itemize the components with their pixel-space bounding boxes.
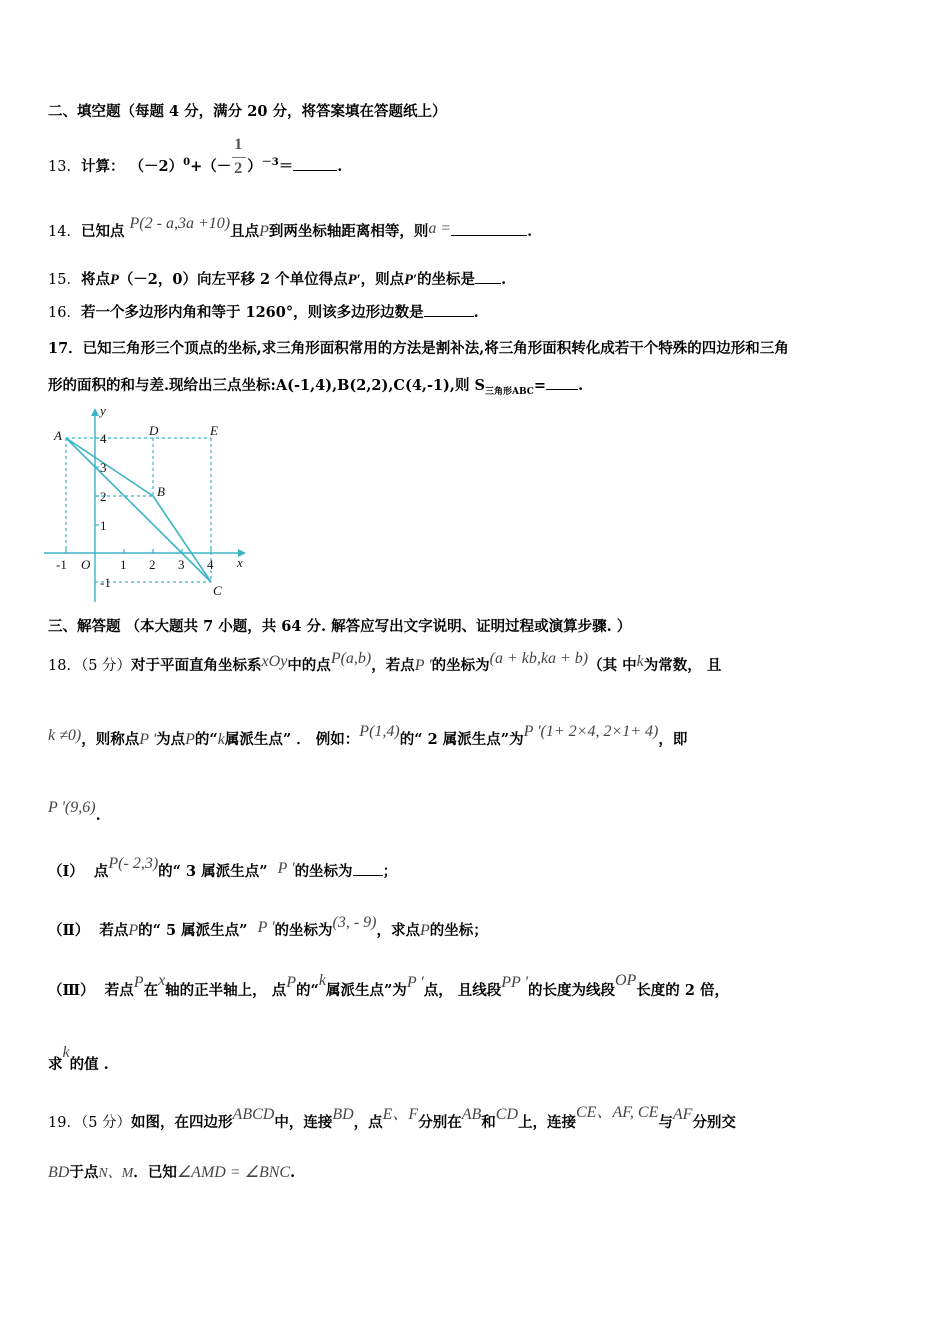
q18-l2-Pprime: P '	[139, 731, 157, 748]
q18-l2-text4: 属派生点” ． 例如：	[224, 731, 360, 748]
q18-part3	[48, 972, 729, 1001]
q19-text3: ，点	[353, 1114, 383, 1131]
q18-p3-label: （Ⅲ）	[48, 982, 95, 999]
q16-answer-blank[interactable]	[424, 303, 474, 317]
q18-p1-text2: 的“ 3 属派生点”	[158, 863, 268, 880]
q18-p3-text8: 长度的 2 倍，	[636, 982, 729, 999]
q18-l2-P: P	[185, 731, 195, 748]
q18-p3b-text2: 的值 .	[69, 1056, 109, 1073]
q13-fraction	[231, 135, 247, 177]
q18-text3: ，若点	[371, 657, 415, 674]
q18-l3-end: .	[95, 807, 101, 824]
q13-eq: ＝	[278, 157, 294, 175]
x-tick-label: 1	[120, 557, 127, 572]
q13-part1: （－2）	[129, 157, 184, 175]
q18-part1	[48, 855, 398, 882]
q18-l2-k: k	[217, 731, 225, 748]
q18-part3-line2	[48, 1044, 109, 1075]
q14-answer-blank[interactable]	[451, 222, 527, 236]
point-E-label: E	[210, 423, 218, 438]
q18-p3b-k: k	[62, 1044, 70, 1061]
question-14	[48, 215, 533, 242]
y-axis-label: y	[100, 403, 106, 418]
q14-point: P(2 - a,3a +10)	[129, 215, 231, 232]
q19-text7: 与	[658, 1114, 673, 1131]
q18-p3-text6: 点， 且线段	[423, 982, 502, 999]
q18-coord: (a + kb,ka + b)	[489, 650, 589, 667]
q19-l2-text1: 于点	[69, 1164, 99, 1181]
q17-answer-blank[interactable]	[546, 376, 578, 390]
q19-ABCD: ABCD	[232, 1106, 275, 1123]
q19-l2-angles: ∠AMD = ∠BNC	[176, 1164, 291, 1181]
q15-number: 15．	[48, 272, 81, 288]
q18-p2-text3: 的坐标为	[274, 922, 333, 939]
q13-answer-blank[interactable]	[293, 157, 337, 171]
q18-p3-text5: 属派生点”为	[325, 982, 407, 999]
q19-text2: 中，连接	[274, 1114, 333, 1131]
q18-p1-text3: 的坐标为	[294, 863, 353, 880]
point-D-label: D	[149, 423, 159, 438]
x-axis-label: x	[237, 555, 243, 570]
q17-line1: 17．已知三角形三个顶点的坐标,求三角形面积常用的方法是割补法,将三角形面积转化成若干个特殊的四边形和三角	[48, 340, 789, 357]
q17-line2	[48, 376, 583, 402]
q18-p3-text3: 轴的正半轴上， 点	[165, 982, 287, 999]
q18-p3b-text1: 求	[48, 1056, 63, 1073]
q18-l2-text5: 的“ 2 属派生点”为	[399, 731, 524, 748]
y-tick-label: 3	[100, 460, 107, 475]
q18-number: 18．	[48, 658, 81, 674]
q19-text1: 如图，在四边形	[131, 1114, 233, 1131]
q14-number: 14．	[48, 224, 81, 240]
section-3-title: 三、解答题 （本大题共 7 小题，共 64 分. 解答应写出文字说明、证明过程或演算步骤. ）	[48, 618, 632, 635]
q18-p2-text5: 的坐标；	[429, 922, 488, 939]
q18-k: k	[636, 653, 644, 670]
q18-p1-label: （Ⅰ）	[48, 863, 84, 880]
q18-score: （5 分）	[80, 658, 132, 674]
q15-P-prime-2: P′	[404, 272, 418, 288]
q18-l2-text3: 的“	[194, 731, 218, 748]
q13-label: 计算：	[80, 157, 125, 175]
q15-text1: 将点	[80, 271, 110, 288]
q18-p3-PPprime: PP '	[501, 974, 528, 991]
q14-a-eq: a =	[428, 220, 452, 237]
q19-l2-end: .	[290, 1164, 296, 1181]
q18-p1-Pprime: P '	[277, 860, 295, 877]
q18-l2-text1: ，则称点	[81, 731, 140, 748]
q15-text3: ，则点	[360, 271, 405, 288]
q18-p2-text4: ，求点	[376, 922, 420, 939]
q18-p2-text1: 若点	[99, 922, 129, 939]
q13-exp0: 0	[183, 157, 191, 168]
q18-p3-text4: 的“	[296, 982, 319, 999]
q16-number: 16．	[48, 305, 81, 321]
q18-p1-answer-blank[interactable]	[353, 862, 383, 876]
q19-AB: AB	[461, 1106, 482, 1123]
q18-p2-text2: 的“ 5 属派生点”	[138, 922, 248, 939]
q18-p3-OP: OP	[614, 972, 637, 989]
q18-p1-point: P(- 2,3)	[108, 855, 159, 872]
y-tick-label: 2	[100, 489, 107, 504]
q18-line3	[48, 799, 101, 826]
q18-line2	[48, 723, 688, 750]
point-A-label: A	[54, 428, 62, 443]
q19-text8: 分别交	[692, 1114, 736, 1131]
q15-answer-blank[interactable]	[475, 270, 501, 284]
q18-l2-text2: 为点	[156, 731, 186, 748]
q13-number: 13．	[48, 158, 81, 175]
q18-text2: 中的点	[287, 657, 331, 674]
q18-p3-k: k	[318, 972, 326, 989]
q19-text6: 上，连接	[518, 1114, 576, 1131]
question-16	[48, 303, 479, 323]
q17-line2-text: 形的面积的和与差.现给出三点坐标:A(-1,4),B(2,2),C(4,-1),则 S	[48, 377, 485, 394]
q19-l2-NM: N、M	[98, 1166, 134, 1181]
q18-p2-Pprime: P '	[257, 919, 275, 936]
q18-k-neq: k ≠0)	[48, 727, 82, 744]
q19-number: 19．	[48, 1115, 81, 1131]
q18-l2-text6: ，即	[658, 731, 688, 748]
q13-exp1: －3	[261, 157, 279, 168]
q18-p2-P2: P	[420, 922, 430, 939]
y-axis-arrow	[91, 408, 99, 416]
q18-text5: （其 中	[588, 657, 637, 674]
q15-P-prime: P′	[347, 272, 361, 288]
y-tick-label: 1	[100, 518, 107, 533]
q13-frac-num: 1	[234, 135, 243, 153]
q18-xOy: xOy	[261, 653, 288, 670]
q18-Pab: P(a,b)	[330, 650, 372, 667]
origin-label: O	[81, 557, 91, 572]
q18-p3-x: x	[158, 972, 166, 989]
q13-part2: +（－	[190, 157, 232, 175]
q14-text1: 已知点	[80, 223, 125, 240]
q18-p3-text1: 若点	[104, 982, 134, 999]
q14-text3: 到两坐标轴距离相等，则	[268, 223, 429, 240]
q18-p3-P: P	[133, 974, 144, 991]
q13-part3: ）	[247, 157, 262, 175]
section-2-title: 二、填空题（每题 4 分，满分 20 分，将答案填在答题纸上）	[48, 103, 447, 120]
q18-text6: 为常数， 且	[643, 657, 722, 674]
q19-text4: 分别在	[418, 1114, 462, 1131]
q18-p1-text1: 点	[93, 863, 109, 880]
q19-CE-AF: CE、AF, CE	[576, 1104, 659, 1121]
q16-text: 若一个多边形内角和等于 1260°，则该多边形边数是	[80, 304, 424, 321]
q19-BD: BD	[332, 1106, 354, 1123]
q18-p3-text7: 的长度为线段	[527, 982, 615, 999]
question-13	[48, 135, 343, 177]
q19-EF: E、F	[382, 1106, 419, 1123]
q15-P: P	[109, 272, 119, 288]
q17-subscript: 三角形ABC	[485, 386, 534, 397]
q15-text2: （－2，0）向左平移 2 个单位得点	[118, 271, 348, 288]
y-tick-label: 4	[100, 431, 107, 446]
q15-text4: 的坐标是	[417, 271, 476, 288]
q15-end: .	[501, 271, 507, 288]
q19-score: （5 分）	[80, 1115, 132, 1131]
q17-eq: =	[533, 377, 547, 394]
q18-l2-P14: P(1,4)	[359, 723, 400, 740]
x-tick-label: -1	[56, 557, 67, 572]
q19-l2-BD: BD	[48, 1164, 70, 1181]
q18-line1	[48, 650, 722, 676]
x-tick-label: 2	[149, 557, 156, 572]
q18-P96: P '(9,6)	[48, 799, 96, 816]
q14-end: .	[527, 223, 533, 240]
q18-text4: 的坐标为	[431, 657, 490, 674]
q17-end: .	[578, 377, 584, 394]
q18-p3-text2: 在	[143, 982, 159, 999]
q13-end: .	[337, 157, 343, 175]
q19-line1	[48, 1104, 736, 1133]
q18-p3-P2: P	[286, 974, 297, 991]
q18-Pprime: P '	[414, 657, 432, 674]
x-tick-label: 4	[207, 557, 214, 572]
coordinate-graph	[40, 402, 260, 602]
q18-p2-label: （Ⅱ）	[48, 922, 90, 939]
q19-text5: 和	[481, 1114, 496, 1131]
point-C-label: C	[213, 583, 222, 598]
q14-text2: 且点	[230, 223, 260, 240]
q18-text1: 对于平面直角坐标系	[131, 657, 262, 674]
q18-p1-end: ；	[382, 863, 398, 880]
q19-line2	[48, 1163, 295, 1184]
q18-p2-coord: (3, - 9)	[332, 914, 377, 931]
q19-CD: CD	[495, 1106, 518, 1123]
q13-frac-den: 2	[234, 159, 243, 177]
x-tick-label: 3	[178, 557, 185, 572]
q18-part2	[48, 914, 488, 941]
y-tick-label: -1	[100, 575, 111, 590]
q19-AF: AF	[672, 1106, 693, 1123]
q18-l2-example: P '(1+ 2×4, 2×1+ 4)	[523, 723, 659, 740]
side-AB	[66, 438, 153, 496]
question-15	[48, 270, 506, 290]
q19-l2-text2: ．已知	[133, 1164, 177, 1181]
point-B-label: B	[157, 484, 165, 499]
q14-point-P: P	[259, 223, 269, 240]
q16-end: .	[473, 304, 479, 321]
q18-p2-P: P	[128, 922, 139, 939]
q18-p3-Pprime: P '	[406, 974, 424, 991]
